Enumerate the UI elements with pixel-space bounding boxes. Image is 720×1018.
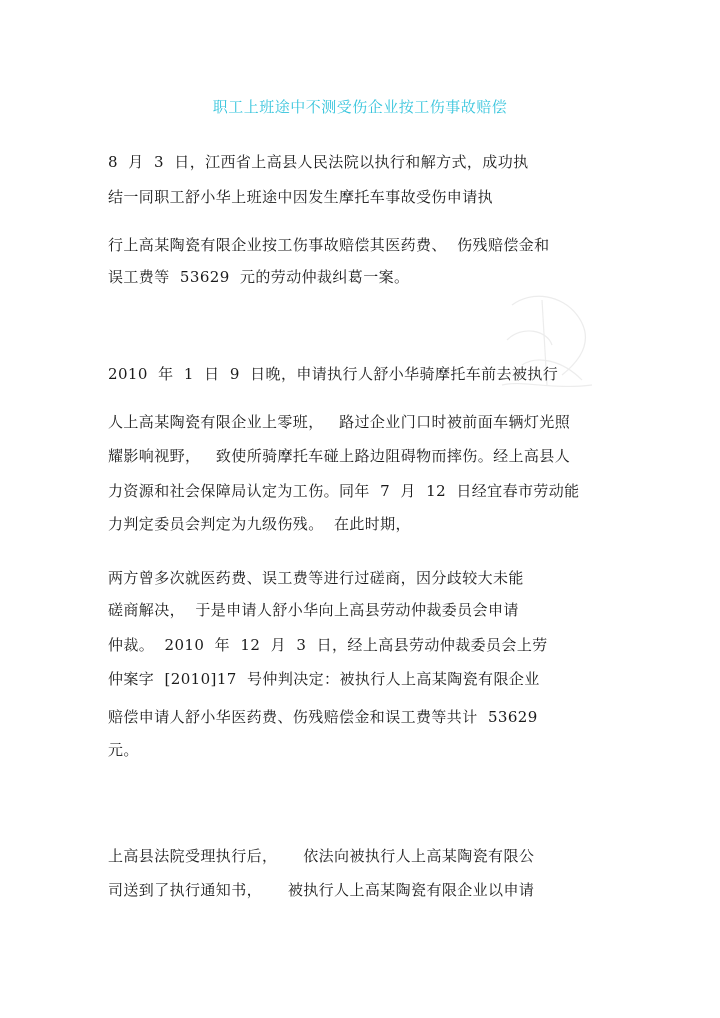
paragraph-line: 力判定委员会判定为九级伤残。 在此时期， [108,515,411,533]
paragraph-line: 2010 年 1 日 9 日晚，申请执行人舒小华骑摩托车前去被执行 [108,365,559,383]
paragraph-line: 司送到了执行通知书， 被执行人上高某陶瓷有限企业以申请 [108,881,535,899]
paragraph-line: 仲案字 [2010]17 号仲判决定：被执行人上高某陶瓷有限企业 [108,670,540,688]
paragraph-line: 上高县法院受理执行后， 依法向被执行人上高某陶瓷有限公 [108,847,535,865]
paragraph-line: 力资源和社会保障局认定为工伤。同年 7 月 12 日经宜春市劳动能 [108,482,580,500]
paragraph-line: 行上高某陶瓷有限企业按工伤事故赔偿其医药费、 伤残赔偿金和 [108,236,550,254]
paragraph-line: 结一同职工舒小华上班途中因发生摩托车事故受伤申请执 [108,188,494,206]
paragraph-line: 误工费等 53629 元的劳动仲裁纠葛一案。 [108,268,410,286]
document-title: 职工上班途中不测受伤企业按工伤事故赔偿 [212,98,508,116]
paragraph-line: 仲裁。 2010 年 12 月 3 日，经上高县劳动仲裁委员会上劳 [108,636,548,654]
paragraph-line: 磋商解决， 于是申请人舒小华向上高县劳动仲裁委员会申请 [108,601,519,619]
paragraph-line: 赔偿申请人舒小华医药费、伤残赔偿金和误工费等共计 53629 [108,708,538,726]
paragraph-line: 元。 [108,741,139,759]
paragraph-line: 两方曾多次就医药费、误工费等进行过磋商，因分歧较大未能 [108,569,524,587]
paragraph-line: 耀影响视野， 致使所骑摩托车碰上路边阻碍物而摔伤。经上高县人 [108,447,571,465]
faint-watermark [492,285,602,405]
paragraph-line: 人上高某陶瓷有限企业上零班， 路过企业门口时被前面车辆灯光照 [108,413,571,431]
paragraph-line: 8 月 3 日，江西省上高县人民法院以执行和解方式，成功执 [108,153,529,171]
